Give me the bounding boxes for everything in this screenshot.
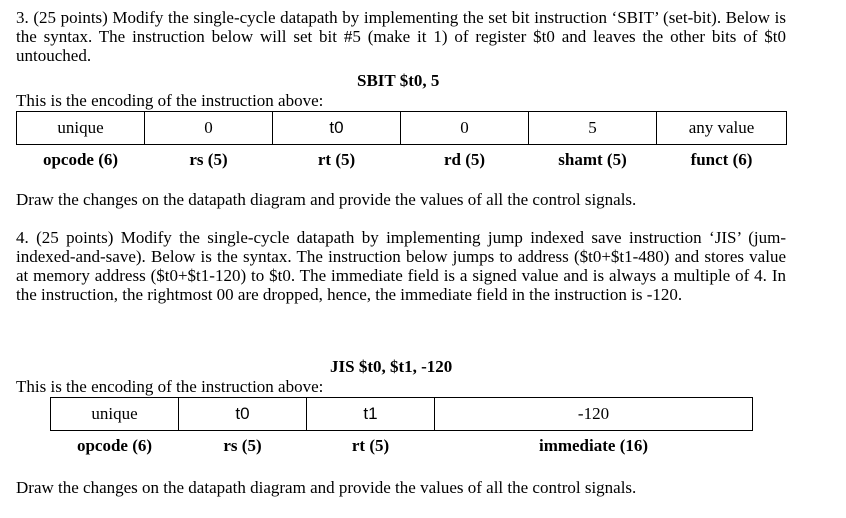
q3-text: 3. (25 points) Modify the single-cycle datapath by implementing the set bit instruction ‘SBIT’ (set-bit). Below is the syntax. The instruction below will set bit #5 (make it 1) of register $t0 and leaves the other bits of $t0 untouched. — [16, 8, 786, 65]
q3-fields-row — [17, 112, 787, 145]
q4-text: 4. (25 points) Modify the single-cycle datapath by implementing jump indexed save instruction ‘JIS’ (jum-indexed-and-save). Below is the syntax. The instruction below jumps to address ($t0+$t1-480) and stores value at memory address ($t0+$t1-120) to $t0. The immediate field is a signed value and is always a multiple of 4. In the instruction, the rightmost 00 are dropped, hence, the immediate field in the instruction is -120. — [16, 228, 786, 304]
q3-label-rs: rs (5) — [189, 150, 228, 169]
q3-label-shamt: shamt (5) — [558, 150, 627, 169]
q3-field-funct: any value — [657, 112, 787, 145]
q3-label-rt: rt (5) — [317, 150, 356, 169]
q3-syntax: SBIT $t0, 5 — [357, 71, 440, 90]
q3-label-funct: funct (6) — [690, 150, 753, 169]
q4-syntax: JIS $t0, $t1, -120 — [330, 357, 453, 376]
q4-encoding-label: This is the encoding of the instruction above: — [16, 377, 324, 396]
q4-label-opcode: opcode (6) — [76, 436, 153, 455]
q4-field-rs: t0 — [179, 398, 307, 431]
q4-instruction: Draw the changes on the datapath diagram and provide the values of all the control signals. — [16, 478, 637, 497]
q3-field-opcode: unique — [17, 112, 145, 145]
q4-label-rt: rt (5) — [351, 436, 390, 455]
q3-field-rt: t0 — [273, 112, 401, 145]
q3-label-opcode: opcode (6) — [42, 150, 119, 169]
q4-encoding-table — [50, 397, 753, 461]
q4-label-rs: rs (5) — [223, 436, 262, 455]
q4-fields-row — [51, 398, 753, 431]
q4-field-opcode: unique — [51, 398, 179, 431]
q4-field-immediate: -120 — [435, 398, 753, 431]
q3-field-rs: 0 — [145, 112, 273, 145]
q4-labels-row — [51, 431, 753, 462]
q3-field-rd: 0 — [401, 112, 529, 145]
q3-label-rd: rd (5) — [443, 150, 486, 169]
q3-instruction: Draw the changes on the datapath diagram and provide the values of all the control signals. — [16, 190, 637, 209]
q3-encoding-label: This is the encoding of the instruction above: — [16, 91, 324, 110]
q4-label-immediate: immediate (16) — [538, 436, 649, 455]
q3-field-shamt: 5 — [529, 112, 657, 145]
q4-field-rt: t1 — [307, 398, 435, 431]
q3-labels-row — [17, 145, 787, 176]
q3-encoding-table — [16, 111, 787, 175]
